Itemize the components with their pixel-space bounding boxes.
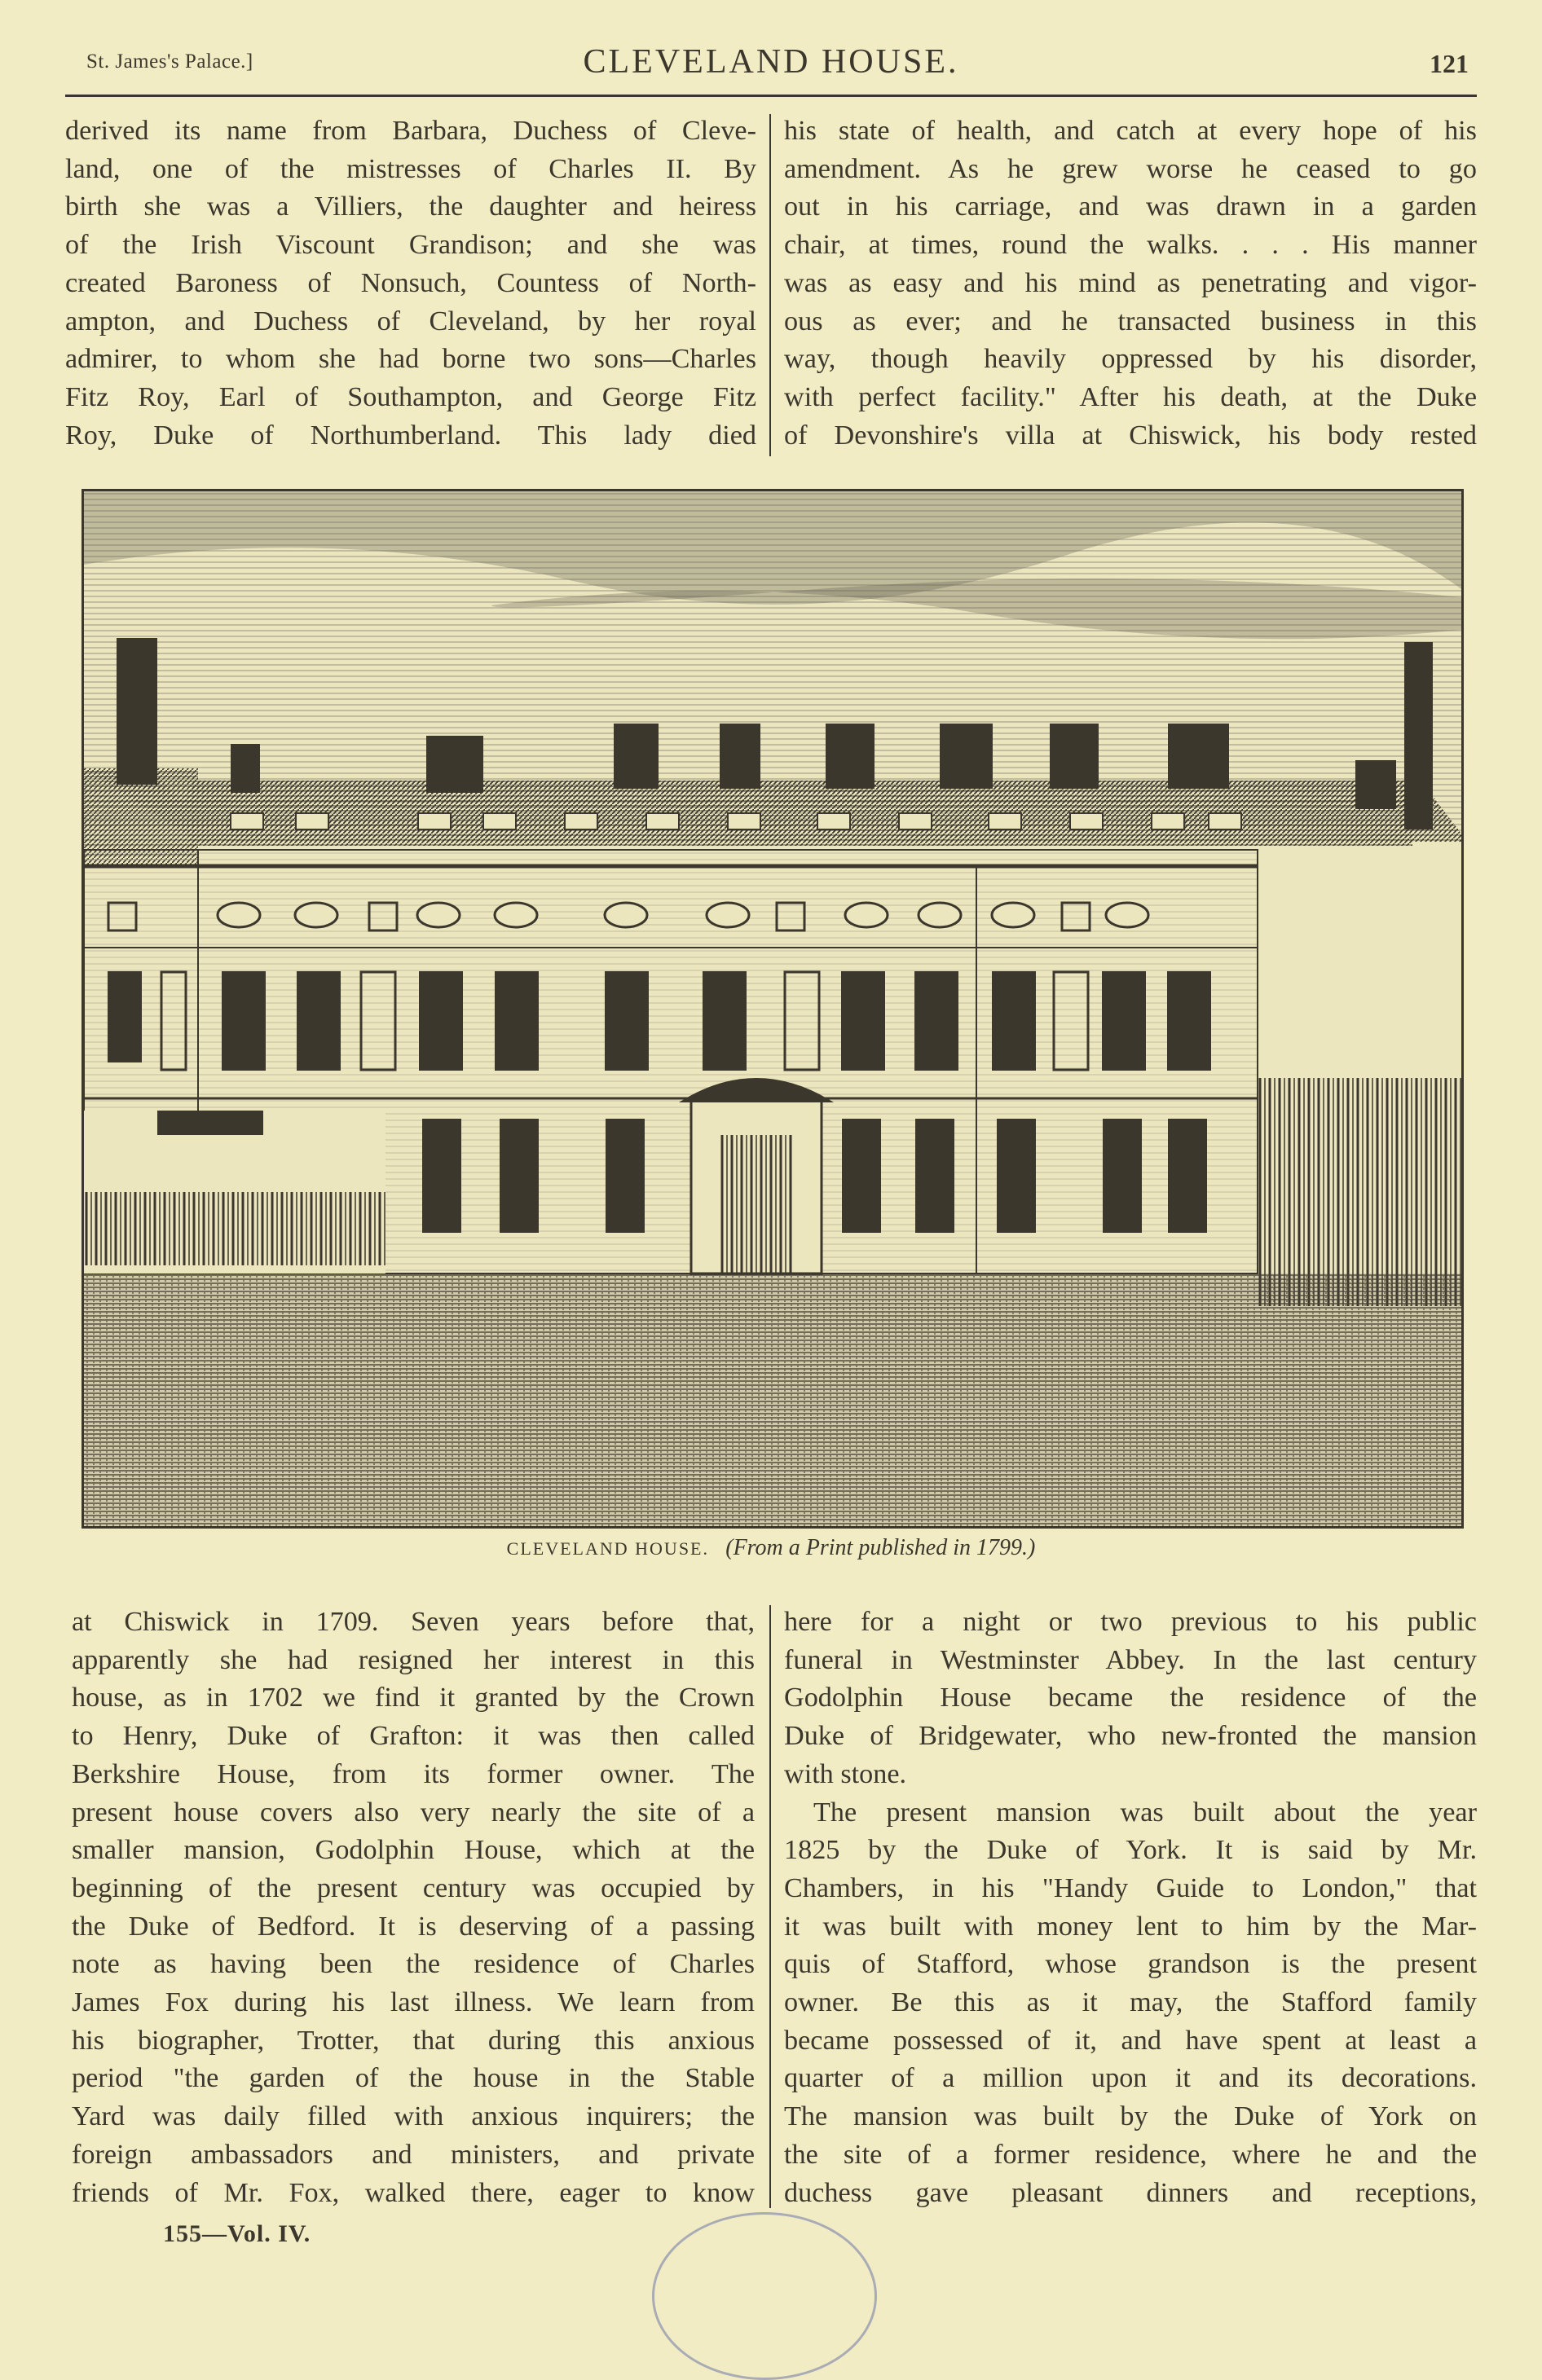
text-line: at Chiswick in 1709. Seven years before that, <box>72 1607 755 1637</box>
column-top-left <box>65 112 756 455</box>
text-line: amendment. As he grew worse he ceased to go <box>784 153 1477 184</box>
text-line: with perfect facility." After his death, at the Duke <box>784 381 1477 412</box>
text-line: beginning of the present century was occupied by <box>72 1872 755 1903</box>
column-bottom-right <box>784 1604 1477 2212</box>
text-line: out in his carriage, and was drawn in a garden <box>784 191 1477 222</box>
text-line: smaller mansion, Godolphin House, which at the <box>72 1835 755 1866</box>
text-line: created Baroness of Nonsuch, Countess of North- <box>65 267 756 298</box>
caption-source: (From a Print published in 1799.) <box>725 1535 1036 1560</box>
text-line: it was built with money lent to him by the Mar- <box>784 1911 1477 1942</box>
text-line: Duke of Bridgewater, who new-fronted the mansion <box>784 1721 1477 1752</box>
text-line: Fitz Roy, Earl of Southampton, and George Fitz <box>65 381 756 412</box>
text-line: The present mansion was built about the year <box>813 1797 1477 1828</box>
text-line: the Duke of Bedford. It is deserving of a passing <box>72 1911 755 1942</box>
text-line: Berkshire House, from its former owner. The <box>72 1758 755 1789</box>
text-line: land, one of the mistresses of Charles II. By <box>65 153 756 184</box>
text-line: Roy, Duke of Northumberland. This lady died <box>65 420 756 451</box>
page-number: 121 <box>1430 49 1469 78</box>
engraving-illustration <box>84 491 1461 1526</box>
text-line: present house covers also very nearly the site of a <box>72 1797 755 1828</box>
text-line: chair, at times, round the walks. . . . His manner <box>784 230 1477 261</box>
text-line: foreign ambassadors and ministers, and private <box>72 2139 755 2170</box>
figure-caption <box>0 1535 1542 1561</box>
column-rule <box>769 1605 771 2208</box>
text-line: of the Irish Viscount Grandison; and she was <box>65 230 756 261</box>
text-line: here for a night or two previous to his public <box>784 1607 1477 1637</box>
text-line: owner. Be this as it may, the Stafford family <box>784 1987 1477 2018</box>
text-line: his biographer, Trotter, that during this anxious <box>72 2025 755 2056</box>
text-line: quarter of a million upon it and its decorations. <box>784 2063 1477 2094</box>
library-stamp <box>652 2212 877 2380</box>
text-line: period "the garden of the house in the Stable <box>72 2063 755 2094</box>
text-line: derived its name from Barbara, Duchess of Cleve- <box>65 116 756 146</box>
text-line: apparently she had resigned her interest in this <box>72 1644 755 1675</box>
text-line: Chambers, in his "Handy Guide to London," that <box>784 1872 1477 1903</box>
text-line: James Fox during his last illness. We learn from <box>72 1987 755 2018</box>
text-line: to Henry, Duke of Grafton: it was then called <box>72 1721 755 1752</box>
running-head-title: CLEVELAND HOUSE. <box>583 43 959 81</box>
text-line: Yard was daily filled with anxious inquirers; the <box>72 2101 755 2132</box>
signature-mark: 155—Vol. IV. <box>163 2220 311 2247</box>
text-line: house, as in 1702 we find it granted by the Crown <box>72 1683 755 1714</box>
text-line: of Devonshire's villa at Chiswick, his body rested <box>784 420 1477 451</box>
column-top-right <box>784 112 1477 455</box>
text-line: The mansion was built by the Duke of York on <box>784 2101 1477 2132</box>
text-line: admirer, to whom she had borne two sons—Charles <box>65 344 756 375</box>
text-line: 1825 by the Duke of York. It is said by Mr. <box>784 1835 1477 1866</box>
column-bottom-left <box>72 1604 755 2212</box>
running-head-section: St. James's Palace.] <box>86 51 253 73</box>
caption-title: CLEVELAND HOUSE. <box>506 1538 709 1559</box>
text-line: quis of Stafford, whose grandson is the present <box>784 1949 1477 1980</box>
text-line: duchess gave pleasant dinners and receptions, <box>784 2177 1477 2208</box>
text-line: ous as ever; and he transacted business in this <box>784 306 1477 337</box>
text-line: way, though heavily oppressed by his disorder, <box>784 344 1477 375</box>
text-line: birth she was a Villiers, the daughter and heiress <box>65 191 756 222</box>
text-line: was as easy and his mind as penetrating and vigor- <box>784 267 1477 298</box>
text-line: Godolphin House became the residence of the <box>784 1683 1477 1714</box>
text-line: the site of a former residence, where he and the <box>784 2139 1477 2170</box>
engraving-cleveland-house <box>82 489 1464 1529</box>
text-line: note as having been the residence of Charles <box>72 1949 755 1980</box>
text-line: his state of health, and catch at every hope of his <box>784 116 1477 146</box>
running-head <box>65 37 1477 97</box>
column-rule <box>769 114 771 456</box>
text-line: funeral in Westminster Abbey. In the last century <box>784 1644 1477 1675</box>
text-line: with stone. <box>784 1758 907 1789</box>
text-line: ampton, and Duchess of Cleveland, by her royal <box>65 306 756 337</box>
text-line: became possessed of it, and have spent at least a <box>784 2025 1477 2056</box>
text-line: friends of Mr. Fox, walked there, eager to know <box>72 2177 755 2208</box>
